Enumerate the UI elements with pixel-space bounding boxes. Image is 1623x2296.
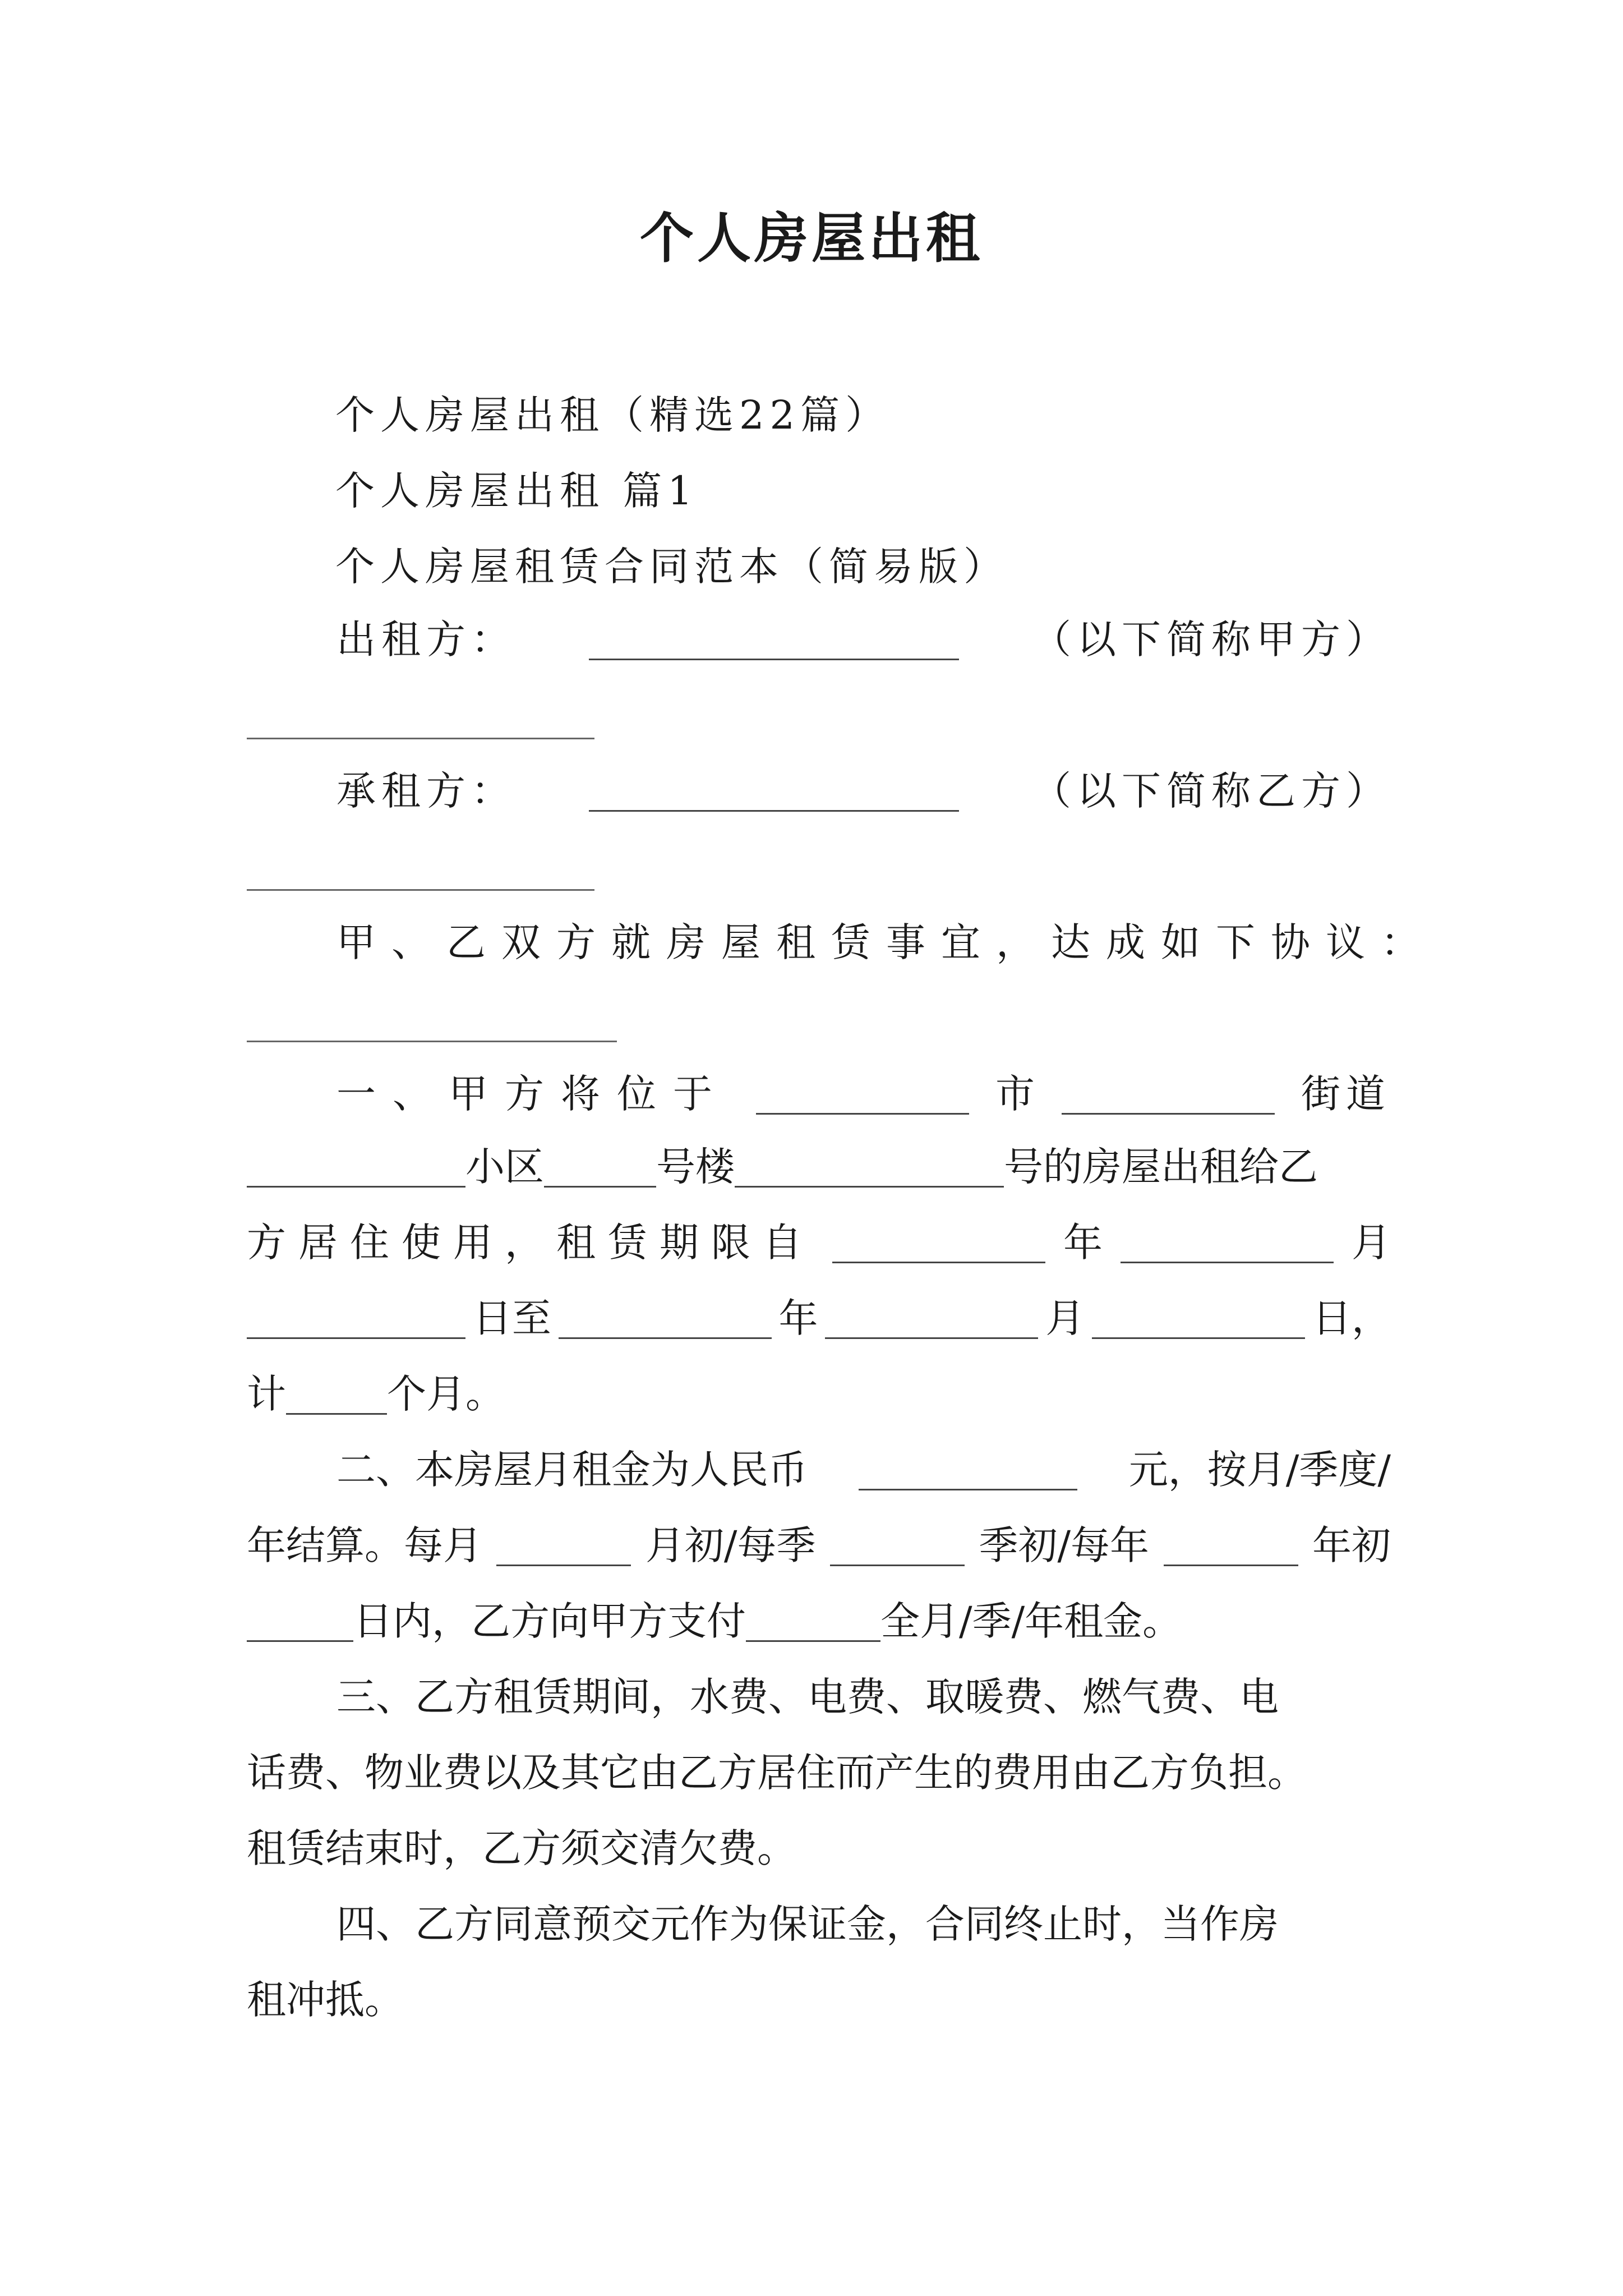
clause1-line2 — [247, 1136, 1391, 1198]
contract-name: 个人房屋租赁合同范本（简易版） — [335, 544, 1008, 590]
clause2-text-g: 日内，乙方向甲方支付 — [353, 1598, 746, 1644]
article-heading: 个人房屋出租 篇1 — [335, 468, 698, 514]
lessor-blank-continued[interactable] — [247, 738, 594, 739]
lessor-name-blank[interactable] — [589, 610, 959, 660]
clause2-text-c: 年结算。每月 — [247, 1522, 482, 1568]
clause1-text-o: 个月。 — [387, 1371, 505, 1417]
clause1-line5 — [247, 1363, 1391, 1425]
lessee-blank-continued[interactable] — [247, 889, 594, 891]
end-year-blank[interactable] — [559, 1289, 772, 1339]
street-blank[interactable] — [1062, 1065, 1275, 1115]
lessee-line — [336, 760, 1391, 822]
clause1-text-b: 市 — [995, 1071, 1035, 1117]
document-title: 个人房屋出租 — [640, 206, 983, 270]
start-month-blank[interactable] — [1121, 1213, 1334, 1263]
clause2-line3 — [247, 1590, 1391, 1652]
clause2-line1 — [336, 1439, 1391, 1501]
building-blank[interactable] — [544, 1138, 656, 1188]
agreement-line — [336, 912, 1436, 973]
clause4-line2 — [247, 1969, 1391, 2031]
agreement-blank[interactable] — [247, 1041, 617, 1042]
clause3-line3 — [247, 1818, 1391, 1879]
clause4-text-1: 四、乙方同意预交元作为保证金，合同终止时，当作房 — [336, 1901, 1279, 1947]
end-month-blank[interactable] — [825, 1289, 1038, 1339]
clause2-text-a: 二、本房屋月租金为人民币 — [336, 1447, 808, 1493]
clause3-text-1: 三、乙方租赁期间，水费、电费、取暖费、燃气费、电 — [336, 1674, 1279, 1720]
clause3-line1 — [336, 1666, 1391, 1728]
clause3-text-2: 话费、物业费以及其它由乙方居住而产生的费用由乙方负担。 — [247, 1750, 1307, 1796]
clause3-line2 — [247, 1742, 1391, 1803]
lessee-note: （以下简称乙方） — [1032, 768, 1391, 814]
lessor-line — [336, 609, 1391, 670]
payment-day-blank[interactable] — [247, 1592, 353, 1642]
quarterly-day-blank[interactable] — [830, 1516, 965, 1566]
clause2-text-h: 全月/季/年租金。 — [880, 1598, 1182, 1644]
unit-blank[interactable] — [735, 1138, 1004, 1188]
monthly-day-blank[interactable] — [496, 1516, 631, 1566]
clause1-line3 — [247, 1212, 1391, 1273]
end-day-blank[interactable] — [1092, 1289, 1305, 1339]
clause1-text-g: 方居住使用，租赁期限自 — [247, 1220, 814, 1266]
start-year-blank[interactable] — [832, 1213, 1045, 1263]
lessee-label: 承租方： — [336, 768, 516, 814]
clause4-text-2: 租冲抵。 — [247, 1977, 404, 2023]
clause1-text-m: 日， — [1312, 1295, 1391, 1341]
clause2-text-b: 元，按月/季度/ — [1128, 1447, 1391, 1493]
agreement-intro: 甲、乙双方就房屋租赁事宜，达成如下协议： — [336, 919, 1436, 965]
clause1-text-c: 街道 — [1301, 1071, 1391, 1117]
clause1-text-d: 小区 — [465, 1144, 544, 1190]
clause2-line2 — [247, 1515, 1391, 1576]
community-blank[interactable] — [247, 1138, 465, 1188]
clause1-text-n: 计 — [247, 1371, 286, 1417]
clause2-text-e: 季初/每年 — [979, 1522, 1150, 1568]
clause1-text-l: 月 — [1045, 1295, 1085, 1341]
clause1-text-j: 日至 — [472, 1295, 551, 1341]
clause1-text-i: 月 — [1352, 1220, 1391, 1266]
lessor-label: 出租方： — [336, 616, 516, 662]
clause2-text-d: 月初/每季 — [645, 1522, 816, 1568]
lessor-note: （以下简称甲方） — [1032, 616, 1391, 662]
monthly-rent-blank[interactable] — [859, 1441, 1077, 1490]
total-months-blank[interactable] — [286, 1365, 387, 1415]
subtitle: 个人房屋出租（精选22篇） — [335, 392, 891, 438]
clause1-line4 — [247, 1287, 1391, 1349]
clause1-text-f: 号的房屋出租给乙 — [1004, 1144, 1318, 1190]
clause2-text-f: 年初 — [1312, 1522, 1391, 1568]
start-day-blank[interactable] — [247, 1289, 465, 1339]
clause4-line1 — [336, 1893, 1391, 1955]
clause1-text-k: 年 — [778, 1295, 818, 1341]
yearly-day-blank[interactable] — [1164, 1516, 1298, 1566]
clause3-text-3: 租赁结束时，乙方须交清欠费。 — [247, 1825, 796, 1871]
city-blank[interactable] — [756, 1065, 969, 1115]
clause1-line1 — [336, 1063, 1391, 1125]
clause1-text-h: 年 — [1063, 1220, 1103, 1266]
payment-amount-blank[interactable] — [746, 1592, 880, 1642]
clause1-text-a: 一、甲方将位于 — [336, 1071, 729, 1117]
lessee-name-blank[interactable] — [589, 762, 959, 812]
clause1-text-e: 号楼 — [656, 1144, 735, 1190]
